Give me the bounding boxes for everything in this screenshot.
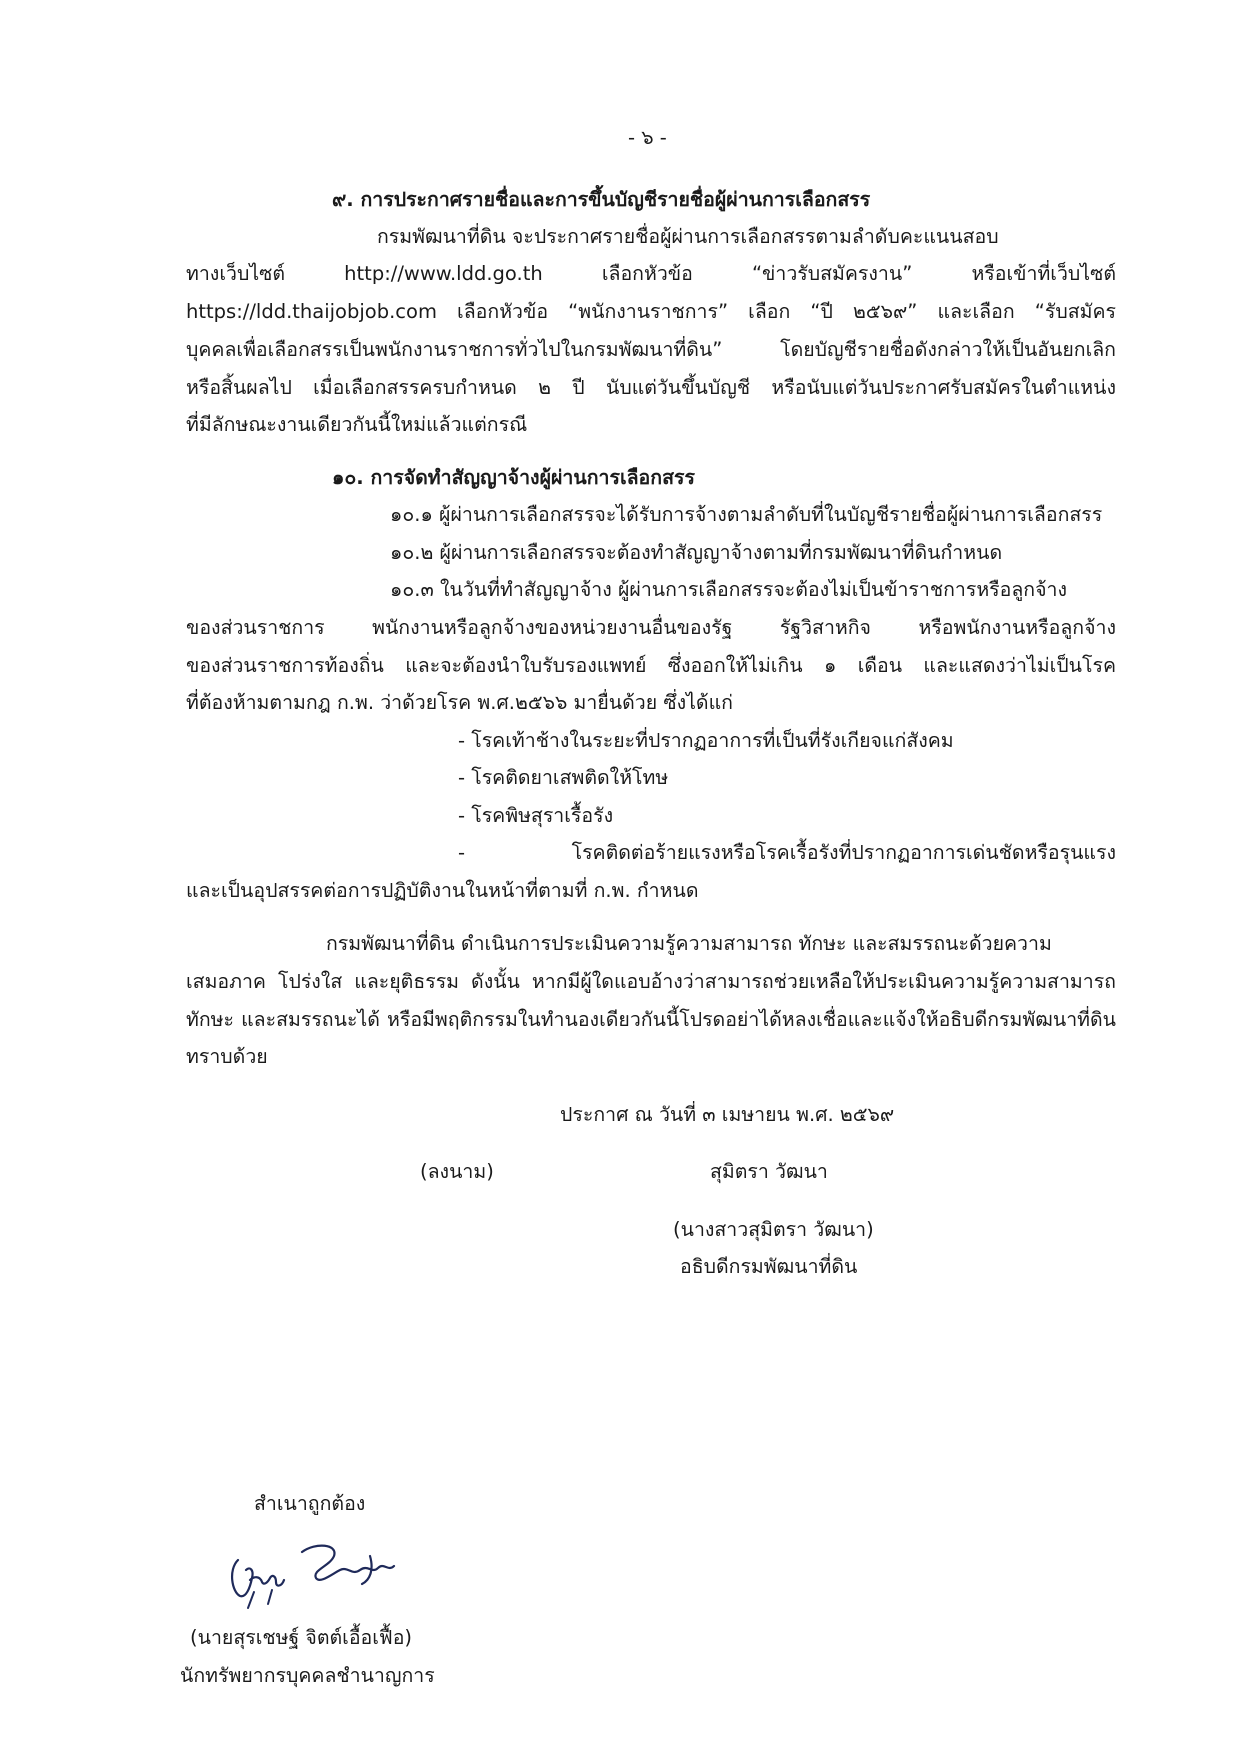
section-9-line-5: หรือสิ้นผลไป เมื่อเลือกสรรครบกำหนด ๒ ปี นับแต่วันขึ้นบัญชี หรือนับแต่วันประกาศรับสมัครในตำแหน่ง bbox=[186, 376, 1116, 399]
handwritten-signature bbox=[220, 1530, 420, 1610]
section-9-heading: ๙. การประกาศรายชื่อและการขึ้นบัญชีรายชื่อผู้ผ่านการเลือกสรร bbox=[332, 188, 871, 211]
signed-label: (ลงนาม) bbox=[420, 1160, 494, 1183]
section-9-line-1: กรมพัฒนาที่ดิน จะประกาศรายชื่อผู้ผ่านการเลือกสรรตามลำดับคะแนนสอบ bbox=[377, 225, 999, 248]
section-9-line-4: บุคคลเพื่อเลือกสรรเป็นพนักงานราชการทั่วไปในกรมพัฒนาที่ดิน” โดยบัญชีรายชื่อดังกล่าวให้เป็นอันยกเลิก bbox=[186, 338, 1116, 361]
certifier-title: นักทรัพยากรบุคคลชำนาญการ bbox=[180, 1664, 435, 1687]
section-9-line-3: https://ldd.thaijobjob.com เลือกหัวข้อ “พนักงานราชการ” เลือก “ปี ๒๕๖๙” และเลือก “รับสมัคร bbox=[186, 300, 1116, 323]
section-10-item-1: ๑๐.๑ ผู้ผ่านการเลือกสรรจะได้รับการจ้างตามลำดับที่ในบัญชีรายชื่อผู้ผ่านการเลือกสรร bbox=[390, 503, 1103, 526]
signer-name: สุมิตรา วัฒนา bbox=[710, 1160, 828, 1183]
certifier-name: (นายสุรเชษฐ์ จิตต์เอื้อเฟื้อ) bbox=[190, 1626, 413, 1649]
section-10-item-2: ๑๐.๒ ผู้ผ่านการเลือกสรรจะต้องทำสัญญาจ้างตามที่กรมพัฒนาที่ดินกำหนด bbox=[390, 541, 1003, 564]
disease-item-3: - โรคพิษสุราเรื้อรัง bbox=[458, 804, 614, 827]
section-10-item-3-line-1: ๑๐.๓ ในวันที่ทำสัญญาจ้าง ผู้ผ่านการเลือกสรรจะต้องไม่เป็นข้าราชการหรือลูกจ้าง bbox=[390, 578, 1068, 601]
section-9-line-6: ที่มีลักษณะงานเดียวกันนี้ใหม่แล้วแต่กรณี bbox=[186, 413, 528, 436]
signer-title: อธิบดีกรมพัฒนาที่ดิน bbox=[680, 1255, 858, 1278]
announce-date: ประกาศ ณ วันที่ ๓ เมษายน พ.ศ. ๒๕๖๙ bbox=[560, 1103, 895, 1126]
closing-line-3: ทักษะ และสมรรถนะได้ หรือมีพฤติกรรมในทำนองเดียวกันนี้โปรดอย่าได้หลงเชื่อและแจ้งให้อธิบดีกรมพัฒนาที่ดิน bbox=[186, 1008, 1116, 1031]
page-number: - ๖ - bbox=[628, 126, 667, 149]
disease-item-4-cont: และเป็นอุปสรรคต่อการปฏิบัติงานในหน้าที่ตามที่ ก.พ. กำหนด bbox=[186, 879, 699, 902]
disease-item-4: - โรคติดต่อร้ายแรงหรือโรคเรื้อรังที่ปรากฏอาการเด่นชัดหรือรุนแรง bbox=[458, 841, 1116, 864]
disease-item-2: - โรคติดยาเสพติดให้โทษ bbox=[458, 766, 669, 789]
section-10-heading: ๑๐. การจัดทำสัญญาจ้างผู้ผ่านการเลือกสรร bbox=[332, 466, 695, 489]
section-9-line-2: ทางเว็บไซต์ http://www.ldd.go.th เลือกหัวข้อ “ข่าวรับสมัครงาน” หรือเข้าที่เว็บไซต์ bbox=[186, 262, 1116, 285]
section-10-item-3-line-3: ของส่วนราชการท้องถิ่น และจะต้องนำใบรับรองแพทย์ ซึ่งออกให้ไม่เกิน ๑ เดือน และแสดงว่าไม่เป็นโรค bbox=[186, 654, 1116, 677]
signer-fullname: (นางสาวสุมิตรา วัฒนา) bbox=[673, 1218, 874, 1241]
closing-line-2: เสมอภาค โปร่งใส และยุติธรรม ดังนั้น หากมีผู้ใดแอบอ้างว่าสามารถช่วยเหลือให้ประเมินความรู้ความสามารถ bbox=[186, 970, 1116, 993]
section-10-item-3-line-4: ที่ต้องห้ามตามกฎ ก.พ. ว่าด้วยโรค พ.ศ.๒๕๖๖ มายื่นด้วย ซึ่งได้แก่ bbox=[186, 691, 733, 714]
disease-item-1: - โรคเท้าช้างในระยะที่ปรากฏอาการที่เป็นที่รังเกียจแก่สังคม bbox=[458, 729, 954, 752]
certified-label: สำเนาถูกต้อง bbox=[254, 1492, 366, 1515]
section-10-item-3-line-2: ของส่วนราชการ พนักงานหรือลูกจ้างของหน่วยงานอื่นของรัฐ รัฐวิสาหกิจ หรือพนักงานหรือลูกจ้าง bbox=[186, 616, 1116, 639]
closing-line-1: กรมพัฒนาที่ดิน ดำเนินการประเมินความรู้ความสามารถ ทักษะ และสมรรถนะด้วยความ bbox=[326, 932, 1052, 955]
closing-line-4: ทราบด้วย bbox=[186, 1045, 268, 1068]
